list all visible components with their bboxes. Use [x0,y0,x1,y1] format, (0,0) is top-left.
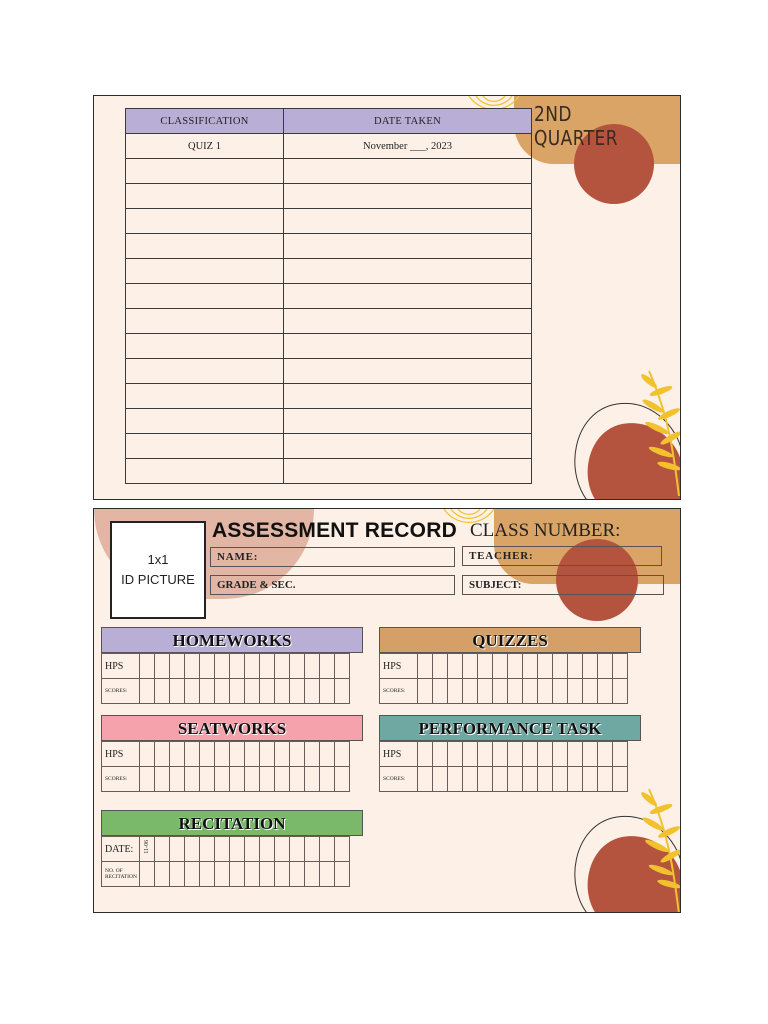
quizzes-panel [379,627,641,704]
table-row [126,234,532,259]
score-cell[interactable] [568,767,583,792]
score-cell[interactable] [448,679,463,704]
score-cell[interactable] [553,742,568,767]
score-cell[interactable] [230,837,245,862]
score-cell[interactable] [418,742,433,767]
score-cell[interactable] [260,742,275,767]
score-cell[interactable] [275,742,290,767]
performance-task-panel [379,715,641,792]
table-row [126,259,532,284]
score-cell[interactable] [200,837,215,862]
leaf-branch-decoration [639,784,681,913]
score-grid [379,741,628,792]
cell-classification[interactable] [126,334,284,359]
cell-date-taken[interactable] [284,234,532,259]
score-cell[interactable] [275,862,290,887]
cell-date-taken[interactable] [284,434,532,459]
score-cell[interactable] [140,862,155,887]
cell-classification[interactable] [126,209,284,234]
score-cell[interactable] [200,742,215,767]
cell-date-taken[interactable] [284,459,532,484]
score-cell[interactable] [538,654,553,679]
score-cell[interactable] [508,679,523,704]
score-cell[interactable] [230,654,245,679]
score-cell[interactable] [478,767,493,792]
score-cell[interactable] [613,679,628,704]
score-cell[interactable] [155,862,170,887]
grade-section-field[interactable]: GRADE & SEC. [210,575,455,595]
cell-date-taken[interactable] [284,209,532,234]
score-cell[interactable] [320,679,335,704]
cell-date-taken[interactable] [284,284,532,309]
table-row [126,459,532,484]
score-cell[interactable] [260,767,275,792]
panel-title: QUIZZES [379,627,641,653]
score-cell[interactable] [448,654,463,679]
leaf-branch-decoration [639,366,681,496]
score-cell[interactable] [290,679,305,704]
class-number-label[interactable]: CLASS NUMBER: [470,520,621,541]
row-label: HPS [380,654,418,679]
score-cell[interactable] [155,654,170,679]
score-cell[interactable] [140,679,155,704]
score-cell[interactable] [230,862,245,887]
score-cell[interactable] [433,679,448,704]
score-cell[interactable] [275,654,290,679]
score-cell[interactable] [508,767,523,792]
score-cell[interactable] [320,767,335,792]
cell-classification[interactable] [126,459,284,484]
score-cell[interactable] [335,654,350,679]
score-cell[interactable] [200,679,215,704]
score-cell[interactable] [598,767,613,792]
cell-classification[interactable] [126,309,284,334]
table-row [126,159,532,184]
score-row [102,837,350,862]
page-title: ASSESSMENT RECORD [212,519,457,542]
score-cell[interactable] [260,654,275,679]
score-cell[interactable] [583,679,598,704]
score-cell[interactable] [523,654,538,679]
score-row [380,767,628,792]
quiz-log-card [93,95,681,500]
score-cell[interactable] [275,679,290,704]
score-cell[interactable] [448,767,463,792]
table-row [126,134,532,159]
score-cell[interactable] [320,654,335,679]
recitation-date: 11-06 [144,839,150,854]
score-cell[interactable] [553,679,568,704]
score-cell[interactable] [245,837,260,862]
score-cell[interactable] [290,767,305,792]
score-cell[interactable] [320,862,335,887]
subject-field[interactable]: SUBJECT: [462,575,664,595]
score-cell[interactable] [493,679,508,704]
table-row [126,284,532,309]
score-cell[interactable] [215,837,230,862]
row-label: SCORES: [102,767,140,792]
score-cell[interactable] [418,679,433,704]
column-header-date-taken: DATE TAKEN [284,109,532,134]
score-cell[interactable] [215,767,230,792]
score-cell[interactable] [433,742,448,767]
cell-date-taken[interactable] [284,259,532,284]
score-cell[interactable] [335,862,350,887]
table-row [126,309,532,334]
cell-date-taken[interactable] [284,409,532,434]
score-cell[interactable] [335,767,350,792]
table-row [126,434,532,459]
score-cell[interactable] [433,654,448,679]
table-row [126,334,532,359]
cell-classification[interactable] [126,184,284,209]
score-cell[interactable] [583,742,598,767]
score-grid [101,741,350,792]
score-cell[interactable] [170,837,185,862]
score-cell[interactable] [448,742,463,767]
score-cell[interactable] [493,742,508,767]
score-cell[interactable] [538,767,553,792]
score-cell[interactable] [170,679,185,704]
score-cell[interactable] [290,742,305,767]
score-cell[interactable] [200,862,215,887]
score-cell[interactable] [583,654,598,679]
row-label: NO. OF RECITATION [102,862,140,887]
seatworks-panel [101,715,363,792]
score-cell[interactable] [290,862,305,887]
score-cell[interactable] [598,679,613,704]
score-grid [101,836,350,887]
cell-date-taken[interactable] [284,159,532,184]
score-cell[interactable] [523,767,538,792]
score-cell[interactable] [185,862,200,887]
id-picture-size: 1x1 [147,552,169,567]
cell-classification[interactable]: QUIZ 1 [126,134,284,159]
score-cell[interactable] [185,837,200,862]
score-cell[interactable] [185,767,200,792]
score-cell[interactable] [613,767,628,792]
score-cell[interactable] [553,654,568,679]
table-row [126,359,532,384]
score-cell[interactable] [478,679,493,704]
cell-classification[interactable] [126,384,284,409]
teacher-field[interactable]: TEACHER: [462,546,662,566]
score-cell[interactable] [245,767,260,792]
panel-title: HOMEWORKS [101,627,363,653]
score-row [102,862,350,887]
score-cell[interactable] [260,837,275,862]
panel-title: RECITATION [101,810,363,836]
score-row [380,679,628,704]
score-cell[interactable] [155,679,170,704]
score-cell[interactable] [230,742,245,767]
score-cell[interactable] [245,742,260,767]
score-cell[interactable] [245,679,260,704]
recitation-panel [101,810,363,887]
score-cell[interactable] [170,742,185,767]
score-cell[interactable] [418,654,433,679]
score-cell[interactable] [245,862,260,887]
score-cell[interactable] [613,742,628,767]
homeworks-panel [101,627,363,704]
cell-date-taken[interactable] [284,359,532,384]
score-cell[interactable] [140,767,155,792]
score-cell[interactable] [260,862,275,887]
score-cell[interactable] [493,767,508,792]
cell-classification[interactable] [126,409,284,434]
cell-classification[interactable] [126,234,284,259]
score-cell[interactable] [538,742,553,767]
score-cell[interactable] [290,837,305,862]
score-cell[interactable] [200,767,215,792]
cell-classification[interactable] [126,159,284,184]
score-cell[interactable] [335,679,350,704]
id-picture-box[interactable] [110,521,206,619]
score-cell[interactable] [230,679,245,704]
score-cell[interactable] [215,679,230,704]
score-cell[interactable] [170,767,185,792]
score-cell[interactable] [478,742,493,767]
score-cell[interactable] [215,742,230,767]
cell-date-taken[interactable] [284,384,532,409]
score-row [102,742,350,767]
cell-date-taken[interactable] [284,309,532,334]
score-cell[interactable] [200,654,215,679]
cell-classification[interactable] [126,434,284,459]
score-cell[interactable] [275,837,290,862]
score-cell[interactable] [320,837,335,862]
score-cell[interactable] [305,767,320,792]
score-cell[interactable] [523,679,538,704]
score-cell[interactable] [320,742,335,767]
row-label: SCORES: [380,679,418,704]
score-cell[interactable] [140,837,155,862]
score-cell[interactable] [260,679,275,704]
table-row [126,384,532,409]
score-cell[interactable] [155,742,170,767]
score-cell[interactable] [493,654,508,679]
cell-classification[interactable] [126,359,284,384]
name-field[interactable]: NAME: [210,547,455,567]
assessment-record-card [93,508,681,913]
score-cell[interactable] [508,742,523,767]
score-row [380,742,628,767]
score-cell[interactable] [463,742,478,767]
score-cell[interactable] [568,654,583,679]
score-cell[interactable] [613,654,628,679]
score-cell[interactable] [568,742,583,767]
score-cell[interactable] [215,862,230,887]
score-grid [379,653,628,704]
score-cell[interactable] [583,767,598,792]
score-cell[interactable] [155,767,170,792]
row-label: SCORES: [102,679,140,704]
score-cell[interactable] [598,654,613,679]
score-cell[interactable] [568,679,583,704]
score-cell[interactable] [290,654,305,679]
score-cell[interactable] [553,767,568,792]
score-cell[interactable] [463,654,478,679]
score-cell[interactable] [305,837,320,862]
cell-date-taken[interactable]: November ___, 2023 [284,134,532,159]
score-row [380,654,628,679]
score-cell[interactable] [185,654,200,679]
table-row [126,409,532,434]
score-cell[interactable] [508,654,523,679]
score-cell[interactable] [305,742,320,767]
table-row [126,184,532,209]
score-cell[interactable] [463,767,478,792]
score-cell[interactable] [418,767,433,792]
table-row [126,209,532,234]
score-row [102,767,350,792]
row-label: HPS [380,742,418,767]
cell-date-taken[interactable] [284,184,532,209]
row-label: HPS [102,742,140,767]
quarter-label: 2ND QUARTER [534,102,618,150]
id-picture-label: ID PICTURE [121,572,195,587]
score-cell[interactable] [305,654,320,679]
score-cell[interactable] [305,679,320,704]
score-grid [101,653,350,704]
score-cell[interactable] [245,654,260,679]
score-cell[interactable] [230,767,245,792]
score-cell[interactable] [275,767,290,792]
score-cell[interactable] [335,742,350,767]
row-label: DATE: [102,837,140,862]
cell-date-taken[interactable] [284,334,532,359]
score-row [102,679,350,704]
classification-table [125,108,532,484]
score-cell[interactable] [155,837,170,862]
score-cell[interactable] [140,742,155,767]
panel-title: SEATWORKS [101,715,363,741]
score-cell[interactable] [433,767,448,792]
score-cell[interactable] [538,679,553,704]
cell-classification[interactable] [126,284,284,309]
score-cell[interactable] [185,742,200,767]
score-cell[interactable] [598,742,613,767]
score-cell[interactable] [305,862,320,887]
score-cell[interactable] [215,654,230,679]
score-cell[interactable] [463,679,478,704]
score-cell[interactable] [335,837,350,862]
score-cell[interactable] [140,654,155,679]
row-label: HPS [102,654,140,679]
score-cell[interactable] [170,654,185,679]
cell-classification[interactable] [126,259,284,284]
score-cell[interactable] [170,862,185,887]
score-cell[interactable] [523,742,538,767]
panel-title: PERFORMANCE TASK [379,715,641,741]
score-row [102,654,350,679]
column-header-classification: CLASSIFICATION [126,109,284,134]
score-cell[interactable] [185,679,200,704]
row-label: SCORES: [380,767,418,792]
score-cell[interactable] [478,654,493,679]
